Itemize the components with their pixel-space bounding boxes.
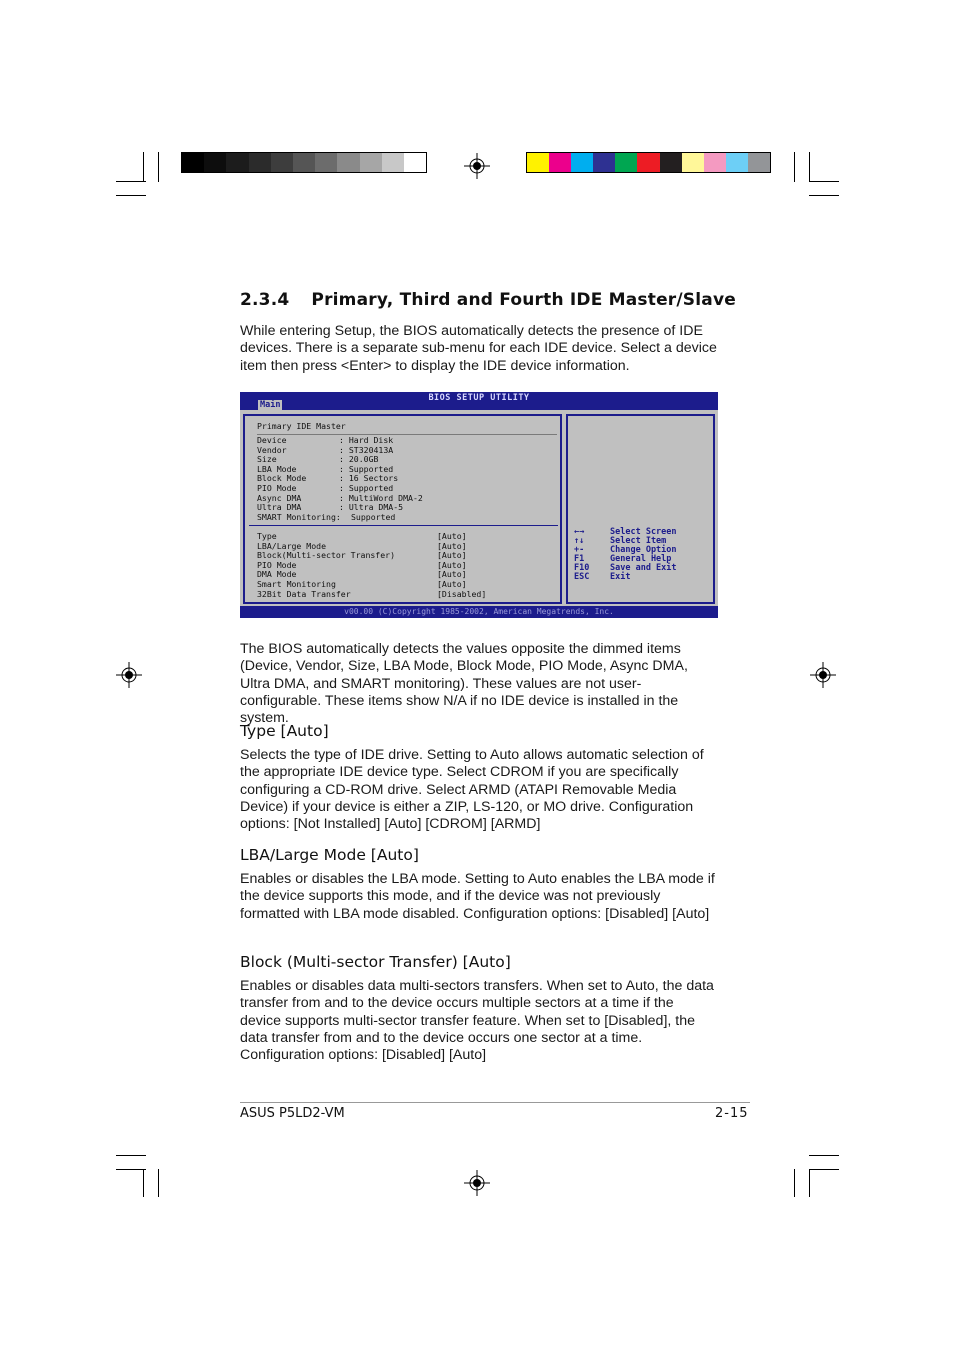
color-swatch <box>660 153 682 172</box>
item-heading-type: Type [Auto] <box>240 722 329 740</box>
bios-row-label: LBA Mode <box>257 463 297 474</box>
bios-row-value: [Disabled] <box>437 588 487 599</box>
bios-row-value: : Supported <box>339 463 394 474</box>
bios-row-label: PIO Mode <box>257 483 297 493</box>
bios-row-label: Smart Monitoring <box>257 579 336 589</box>
color-swatch <box>748 153 770 172</box>
grayscale-bar <box>181 152 427 173</box>
help-key: ←→ <box>574 527 585 537</box>
color-swatch <box>226 153 248 172</box>
color-swatch <box>682 153 704 172</box>
help-action: General Help <box>610 554 672 564</box>
item-text-block: Enables or disables data multi-sectors transfers. When set to Auto, the data transfer from and to the device occurs multiple sectors at a time if the device supports multi-sector transfer feature. When set to [Disabled], the data transfer from and to the device occurs one sector at a time. Configuration options: [Disabled] [Auto] <box>240 978 714 1064</box>
color-swatch <box>204 153 226 172</box>
color-swatch <box>249 153 271 172</box>
bios-row-label: Block Mode <box>257 473 307 484</box>
bios-row-value: [Auto] <box>437 550 467 561</box>
bios-row-value: : MultiWord DMA-2 <box>339 492 423 503</box>
body-paragraph: The BIOS automatically detects the values opposite the dimmed items (Device, Vendor, Size, LBA Mode, Block Mode, PIO Mode, Async DMA, Ultra DMA, and SMART monitoring). These values are not user-configurable. These items show N/A if no IDE device is installed in the system. <box>240 641 688 727</box>
color-swatch <box>315 153 337 172</box>
color-swatch <box>271 153 293 172</box>
bios-row-value: : 20.0GB <box>339 454 379 465</box>
bios-row-label: Async DMA <box>257 492 302 503</box>
bios-row-value: : ST320413A <box>339 444 394 455</box>
bios-footer-bar <box>240 606 718 618</box>
bios-copyright: v00.00 (C)Copyright 1985-2002, American Megatrends, Inc. <box>344 607 614 616</box>
help-key: ESC <box>574 572 590 582</box>
bios-row-value: Supported <box>351 511 396 522</box>
bios-row-label: Vendor <box>257 444 287 455</box>
bios-header-bar <box>240 392 718 410</box>
bios-tab-main[interactable]: Main <box>260 400 281 410</box>
color-swatch <box>382 153 404 172</box>
bios-row-value: [Auto] <box>437 579 467 589</box>
color-swatch <box>549 153 571 172</box>
footer-page-number: 2-15 <box>715 1106 749 1121</box>
registration-mark-icon <box>464 1170 490 1196</box>
color-swatch <box>337 153 359 172</box>
bios-row-label: PIO Mode <box>257 559 297 570</box>
section-heading <box>240 290 736 310</box>
bios-row-value: : Ultra DMA-5 <box>339 502 404 513</box>
help-key: F1 <box>574 554 585 564</box>
help-action: Exit <box>610 572 631 582</box>
registration-mark-icon <box>116 662 142 688</box>
bios-row-label: SMART Monitoring: <box>257 511 341 522</box>
bios-row-value: : Hard Disk <box>339 435 394 445</box>
color-swatch <box>527 153 549 172</box>
color-swatch <box>615 153 637 172</box>
registration-mark-icon <box>464 153 490 179</box>
bios-header-title: BIOS SETUP UTILITY <box>428 393 530 403</box>
color-swatch <box>726 153 748 172</box>
item-heading-lba: LBA/Large Mode [Auto] <box>240 846 419 864</box>
help-action: Save and Exit <box>610 563 677 573</box>
color-swatch <box>360 153 382 172</box>
bios-row-label: Block(Multi-sector Transfer) <box>257 550 396 561</box>
bios-row-value: : Supported <box>339 483 394 493</box>
color-swatch <box>593 153 615 172</box>
bios-row-value: : 16 Sectors <box>339 473 399 484</box>
color-swatch <box>293 153 315 172</box>
bios-screen <box>240 392 718 618</box>
item-text-type: Selects the type of IDE drive. Setting to Auto allows automatic selection of the appropriate IDE device type. Select CDROM if you are specifically configuring a CD-ROM drive. Select ARMD (ATAPI Removable Media Device) if your device is either a ZIP, LS-120, or MO drive. Configuration options: [Not Installed] [Auto] [CDROM] [ARMD] <box>240 747 704 833</box>
bios-row-label: 32Bit Data Transfer <box>257 588 351 599</box>
section-title: Primary, Third and Fourth IDE Master/Slave <box>311 290 736 310</box>
bios-row-value: [Auto] <box>437 559 467 570</box>
bios-pane-title: Primary IDE Master <box>257 421 346 431</box>
color-swatch <box>182 153 204 172</box>
footer-product: ASUS P5LD2-VM <box>240 1106 345 1121</box>
bios-help-pane <box>566 414 715 604</box>
help-action: Select Screen <box>610 527 677 537</box>
color-swatch <box>571 153 593 172</box>
item-heading-block: Block (Multi-sector Transfer) [Auto] <box>240 953 511 971</box>
section-number: 2.3.4 <box>240 290 290 310</box>
help-key: F10 <box>574 563 590 573</box>
bios-row-label: DMA Mode <box>257 569 297 580</box>
color-bar <box>526 152 771 173</box>
bios-row-value: [Auto] <box>437 531 467 541</box>
bios-row-value: [Auto] <box>437 540 467 551</box>
help-key: +- <box>574 545 585 555</box>
help-action: Select Item <box>610 536 667 546</box>
bios-main-pane <box>243 414 562 604</box>
footer-divider <box>240 1102 750 1103</box>
help-action: Change Option <box>610 545 677 555</box>
bios-row-label: Device <box>257 435 287 445</box>
color-swatch <box>704 153 726 172</box>
color-swatch <box>637 153 659 172</box>
bios-row-value: [Auto] <box>437 569 467 580</box>
color-swatch <box>404 153 426 172</box>
bios-row-label: Size <box>257 454 277 465</box>
item-text-lba: Enables or disables the LBA mode. Setting to Auto enables the LBA mode if the device supports this mode, and if the device was not previously formatted with LBA mode disabled. Configuration options: [Disabled] [Auto] <box>240 871 715 922</box>
bios-row-label: Type <box>257 531 277 541</box>
registration-mark-icon <box>810 662 836 688</box>
intro-paragraph: While entering Setup, the BIOS automatically detects the presence of IDE devices. There is a separate sub-menu for each IDE device. Select a device item then press <Enter> to display the IDE device information. <box>240 323 717 374</box>
bios-row-label: Ultra DMA <box>257 502 302 513</box>
help-key: ↑↓ <box>574 536 585 546</box>
bios-row-label: LBA/Large Mode <box>257 540 327 551</box>
